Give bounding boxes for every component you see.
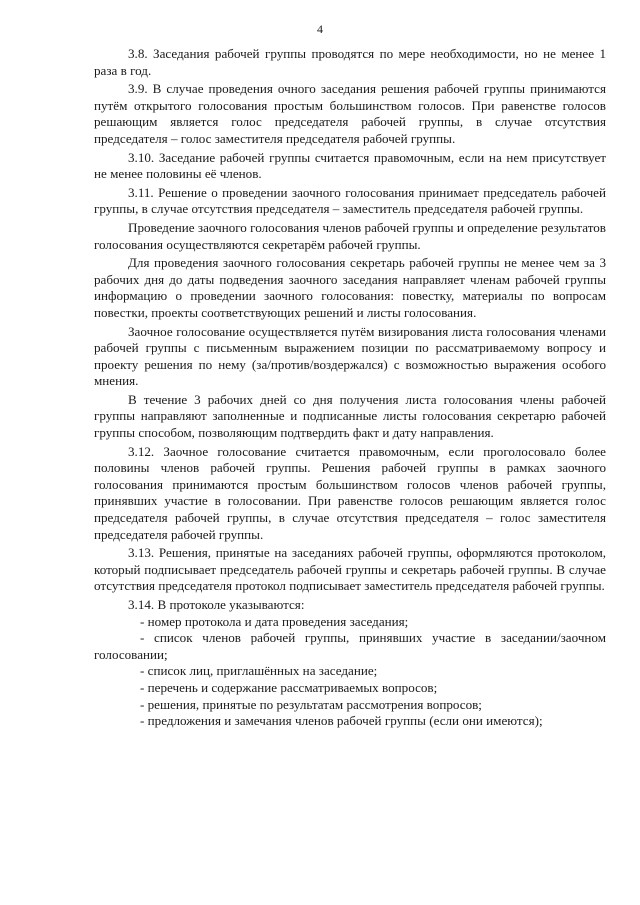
paragraph-3-14: 3.14. В протоколе указываются:: [128, 597, 305, 612]
paragraph-3-11: 3.11. Решение о проведении заочного голосования принимает председатель рабочей группы, в случае отсутствия председателя – заместитель председателя рабочей группы.: [94, 184, 606, 217]
paragraph-3-10: 3.10. Заседание рабочей группы считается правомочным, если на нем присутствует не менее половины её членов.: [94, 149, 606, 182]
paragraph-voting-method: Заочное голосование осуществляется путём визирования листа голосования членами рабочей группы с письменным выражением позиции по рассматриваемому вопросу и проекту решения по нему (за/против/воздержался) с возможностью выражения особого мнения.: [94, 323, 606, 389]
paragraph-voting-conduct: Проведение заочного голосования членов рабочей группы и определение результатов голосования осуществляются секретарём рабочей группы.: [94, 219, 606, 252]
list-item: - перечень и содержание рассматриваемых вопросов;: [140, 679, 438, 695]
paragraph-3-12: 3.12. Заочное голосование считается правомочным, если проголосовало более половины членов рабочей группы. Решения рабочей группы в рамках заочного голосования принимаются простым большинством голосов членов рабочей группы, принявших участие в голосовании. При равенстве голосов решающим является голос председателя рабочей группы, в случае отсутствия председателя – голос заместителя председателя рабочей группы.: [94, 443, 606, 542]
paragraph-3-9: 3.9. В случае проведения очного заседания решения рабочей группы принимаются путём открытого голосования простым большинством голосов. При равенстве голосов решающим является голос председателя рабочей группы, в случае отсутствия председателя – голос заместителя председателя рабочей группы.: [94, 81, 606, 146]
list-item: - решения, принятые по результатам рассмотрения вопросов;: [140, 696, 482, 712]
list-item: - список лиц, приглашённых на заседание;: [140, 663, 378, 679]
paragraph-3-13: 3.13. Решения, принятые на заседаниях рабочей группы, оформляются протоколом, который подписывает председатель рабочей группы и секретарь рабочей группы. В случае отсутствия председателя протокол подписывает заместитель председателя рабочей группы.: [94, 545, 606, 594]
list-item: - список членов рабочей группы, принявших участие в заседании/заочном голосовании;: [94, 630, 606, 662]
list-item: - предложения и замечания членов рабочей группы (если они имеются);: [140, 713, 543, 729]
document-body: [94, 46, 606, 730]
paragraph-3-8: 3.8. Заседания рабочей группы проводятся по мере необходимости, но не менее 1 раза в год.: [94, 46, 606, 78]
page-number: 4: [317, 22, 323, 36]
paragraph-voting-deadline: В течение 3 рабочих дней со дня получения листа голосования члены рабочей группы направляют заполненные и подписанные листы голосования секретарю рабочей группы способом, позволяющим подтвердить факт и дату направления.: [94, 391, 606, 441]
list-item: - номер протокола и дата проведения заседания;: [140, 613, 409, 629]
paragraph-voting-notice: Для проведения заочного голосования секретарь рабочей группы не менее чем за 3 рабочих дня до даты подведения заочного заседания направляет членам рабочей группы информацию о проведении заочного голосования: повестку, материалы по вопросам повестки, проекты соответствующих решений и листы голосования.: [94, 255, 606, 320]
